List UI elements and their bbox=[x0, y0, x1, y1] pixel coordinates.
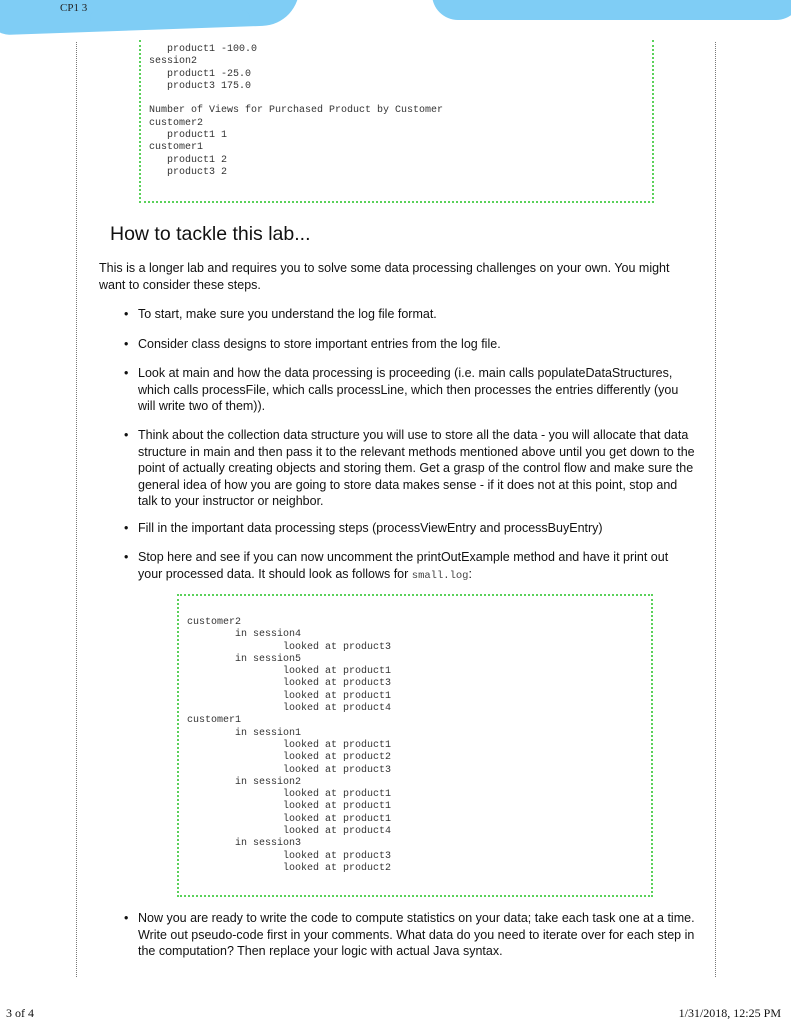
section-heading: How to tackle this lab... bbox=[110, 223, 311, 245]
list-item bbox=[124, 365, 693, 415]
page-number: 3 of 4 bbox=[6, 1006, 34, 1020]
list-item bbox=[124, 549, 683, 584]
step-text: To start, make sure you understand the log file format. bbox=[138, 307, 437, 321]
bullet-icon: • bbox=[124, 307, 129, 321]
step-text: Now you are ready to write the code to compute statistics on your data; take each task one at a time. Write out pseudo-code first in your comments. What data do you need to iterate over for each step in the computation? Then replace your logic with actual Java syntax. bbox=[138, 911, 695, 958]
step-text-suffix: : bbox=[468, 566, 472, 581]
step-text: Think about the collection data structure you will use to store all the data - you will allocate that data structure in main and then pass it to the relevant methods mentioned above until you get down to the point of actually creating objects and storing them. Get a grasp of the control flow and make sure the general idea of how you are going to store data makes sense - if it does not at this point, stop and talk to your instructor or neighbor. bbox=[138, 428, 695, 508]
code-block-output: product1 -100.0 session2 product1 -25.0 product3 175.0 Number of Views for Purchased Product by Customer customer2 product1 1 customer1 product1 2 product3 2 bbox=[139, 40, 654, 203]
bullet-icon: • bbox=[124, 337, 129, 351]
step-text: Consider class designs to store important entries from the log file. bbox=[138, 337, 501, 351]
redaction-scribble bbox=[90, 10, 250, 26]
code-block-example-output: customer2 in session4 looked at product3 in session5 looked at product1 looked at product3 looked at product1 looked at product4 customer1 in session1 looked at product1 looked at product2 looked at product3 in session2 looked at product1 looked at product1 looked at product1 looked at product4 in session3 looked at product3 looked at product2 bbox=[177, 594, 653, 897]
redaction-scribble bbox=[432, 0, 791, 20]
print-timestamp: 1/31/2018, 12:25 PM bbox=[678, 1006, 781, 1020]
list-item bbox=[124, 910, 696, 960]
bullet-icon: • bbox=[124, 550, 129, 564]
step-text: Look at main and how the data processing is proceeding (i.e. main calls populateDataStructures, which calls processFile, which calls processLine, which then processes the entries differently (you will write two of them)). bbox=[138, 366, 679, 413]
list-item bbox=[124, 336, 698, 353]
bullet-icon: • bbox=[124, 521, 129, 535]
list-item bbox=[124, 306, 698, 323]
bullet-icon: • bbox=[124, 911, 129, 925]
list-item bbox=[124, 520, 698, 537]
list-item bbox=[124, 427, 696, 510]
step-text: Fill in the important data processing steps (processViewEntry and processBuyEntry) bbox=[138, 521, 603, 535]
inline-code-filename: small.log bbox=[411, 569, 469, 582]
intro-paragraph: This is a longer lab and requires you to solve some data processing challenges on your own. You might want to consider these steps. bbox=[99, 261, 670, 292]
header-fragment: CP1 3 bbox=[60, 2, 88, 14]
bullet-icon: • bbox=[124, 428, 129, 442]
bullet-icon: • bbox=[124, 366, 129, 380]
step-text: Stop here and see if you can now uncomment the printOutExample method and have it print out your processed data. It should look as follows for bbox=[138, 550, 669, 581]
